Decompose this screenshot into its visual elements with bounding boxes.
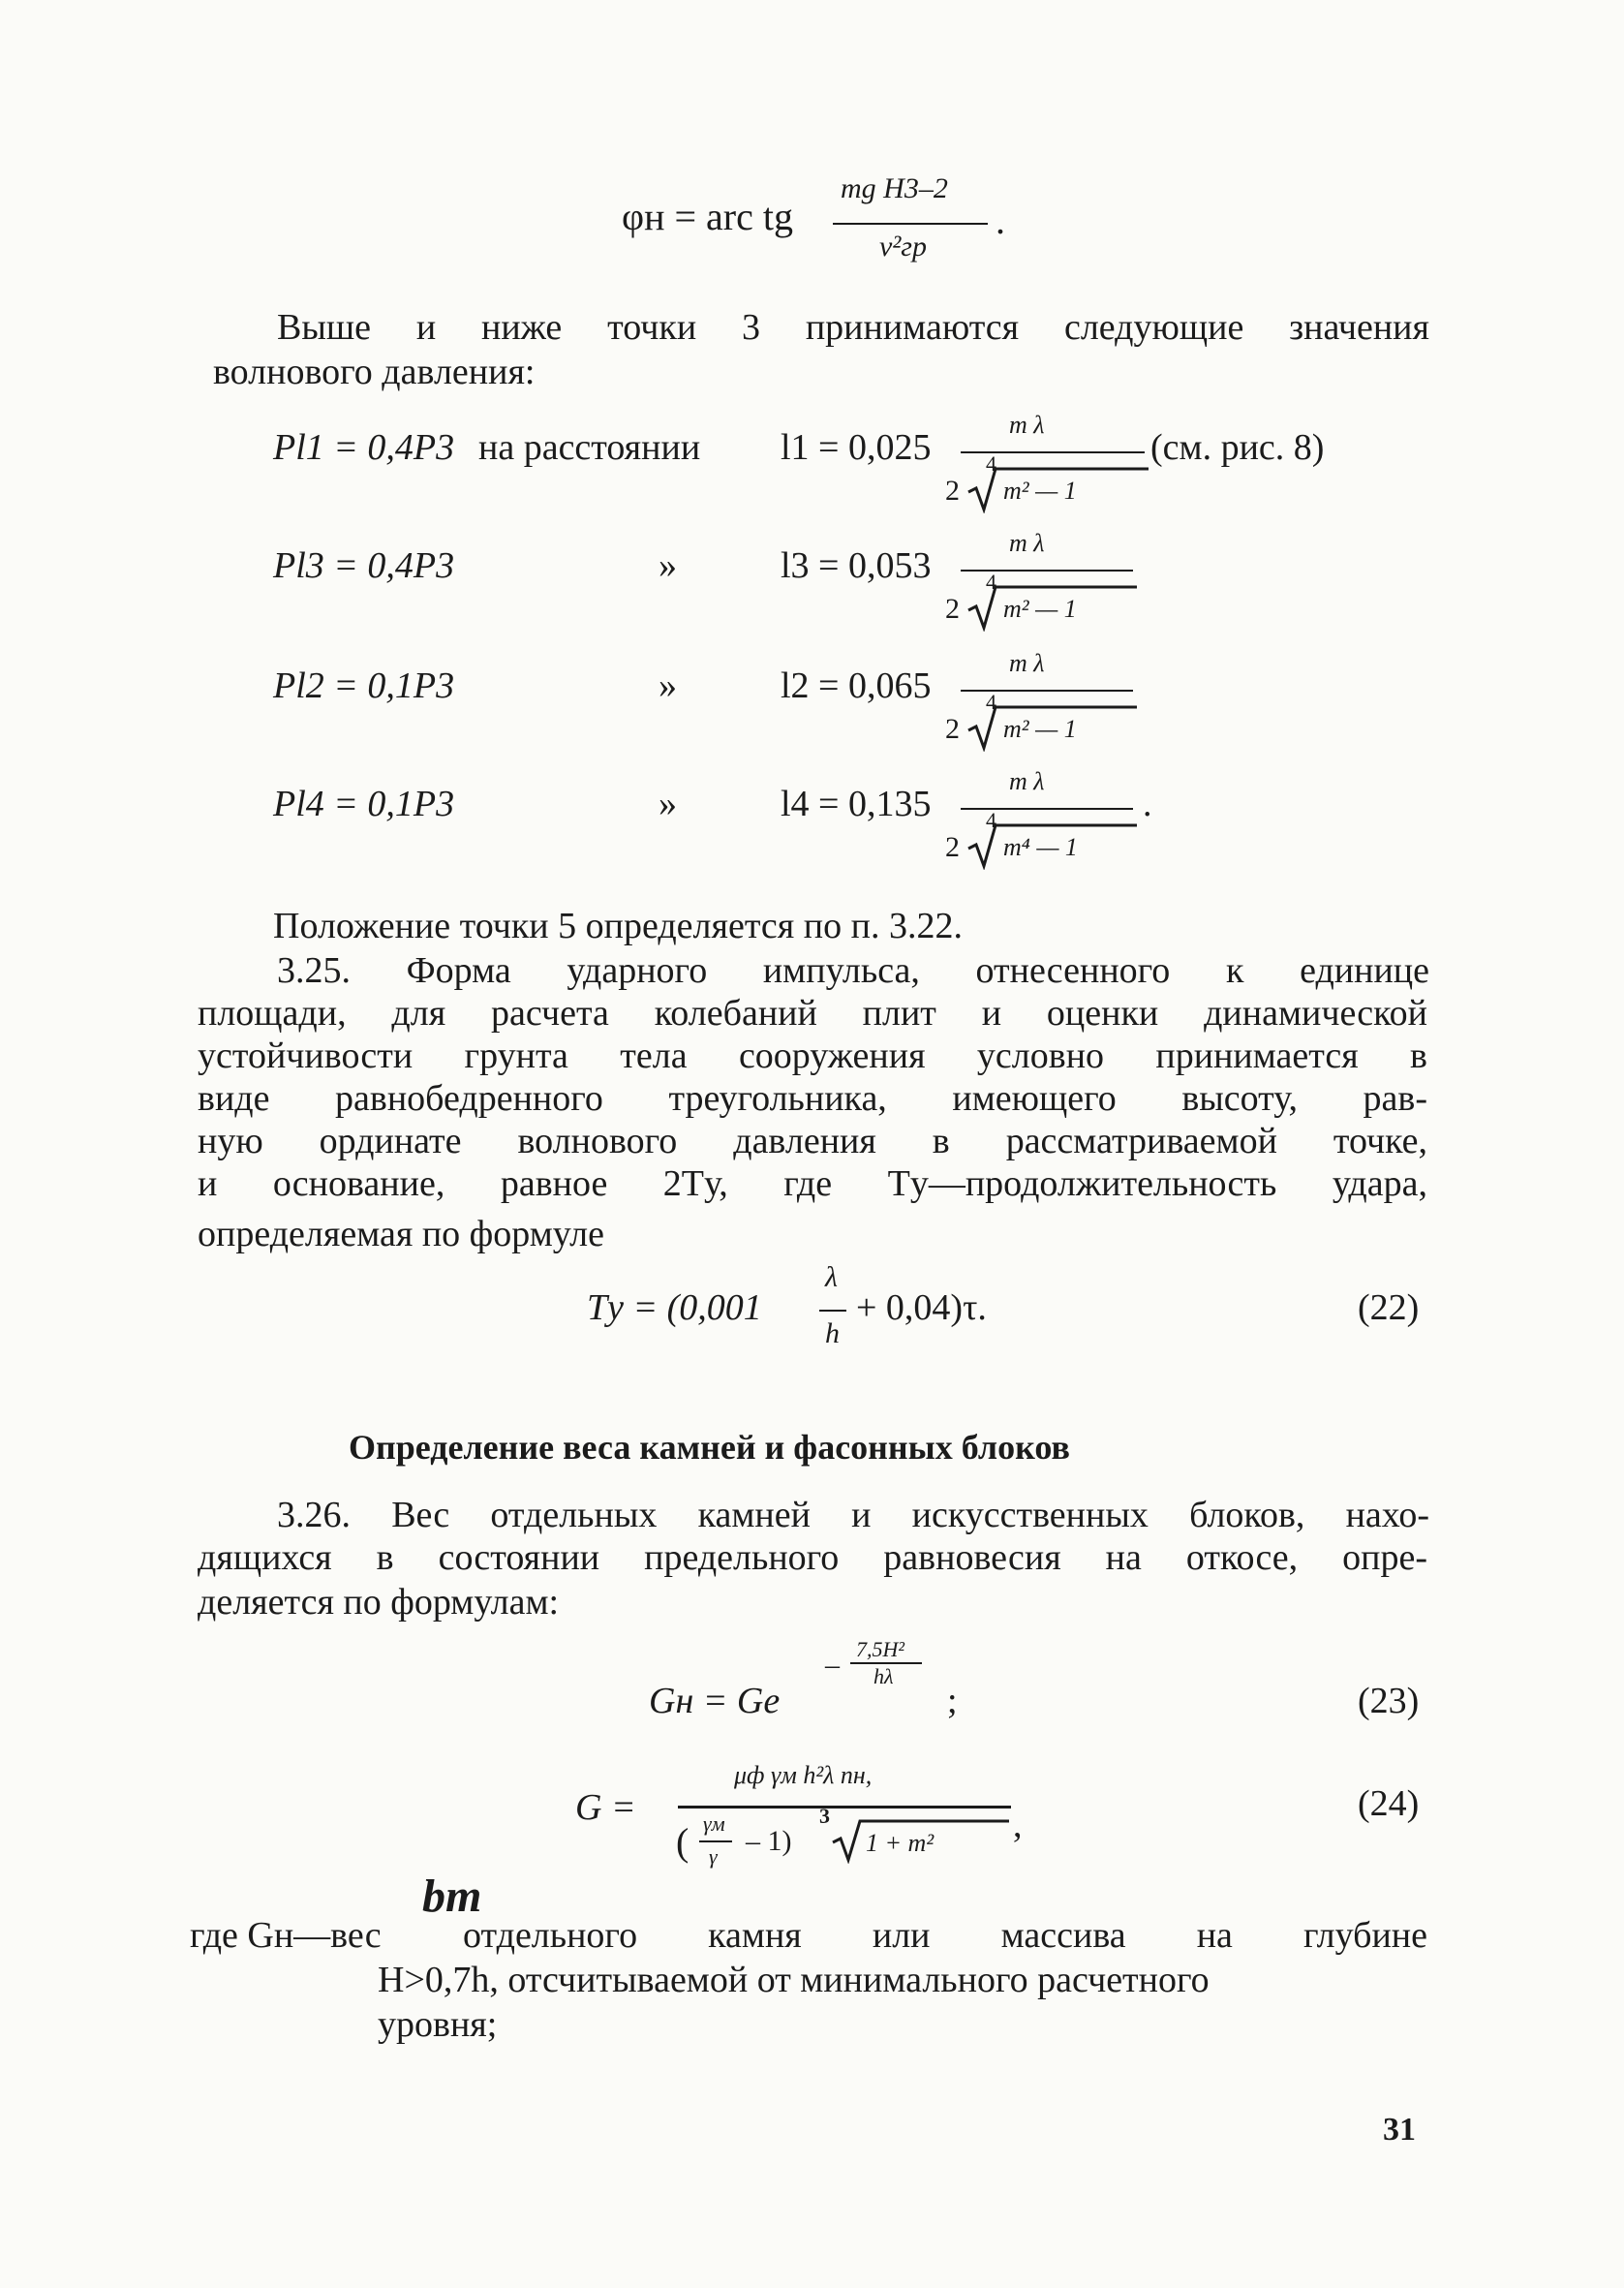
formula-22-number: (22) (1358, 1287, 1420, 1328)
pressure-row-2-l-expr: l3 = 0,053 (781, 545, 932, 586)
pressure-row-4-middle: » (659, 784, 677, 824)
section-heading: Определение веса камней и фасонных блоков (349, 1428, 1070, 1467)
para-325-line-7: определяемая по формуле (198, 1214, 604, 1254)
formula-24-lhs: G = (575, 1787, 636, 1828)
pressure-row-1-radicand: m² — 1 (1003, 477, 1077, 505)
pressure-row-4-root-index: 4 (986, 808, 996, 832)
formula-phi-lhs: φн = arc tg (622, 195, 793, 238)
pressure-row-2-root-index: 4 (986, 570, 996, 594)
para-326-line-3: деляется по формулам: (198, 1582, 560, 1623)
formula-24-tail: , (1013, 1805, 1023, 1845)
formula-23-exp-den: hλ (873, 1664, 894, 1688)
formula-22-rest: + 0,04)τ. (856, 1287, 987, 1328)
para-326-line-1: 3.26. Вес отдельных камней и искусственных блоков, нахо- (277, 1495, 1429, 1535)
pressure-row-3-middle: » (659, 665, 677, 706)
para-325-line-1: 3.25. Форма ударного импульса, отнесенного к единице (277, 950, 1429, 991)
formula-23-tail: ; (947, 1681, 958, 1721)
pressure-row-1-numerator: m λ (1009, 411, 1045, 439)
formula-24-den-power: 3 (819, 1804, 830, 1828)
formula-24-den-frac-num: γм (703, 1811, 725, 1836)
formula-24-den-minus: – 1) (746, 1825, 792, 1857)
pressure-row-4-lhs: Pl4 = 0,1P3 (273, 784, 455, 824)
where-line-3: уровня; (378, 2004, 498, 2045)
formula-23-exp-num: 7,5H² (856, 1637, 904, 1661)
pressure-row-3-lhs: Pl2 = 0,1P3 (273, 665, 455, 706)
para-325-line-2: площади, для расчета колебаний плит и оценки динамической (198, 993, 1427, 1034)
formula-24-den-frac-den: γ (709, 1844, 718, 1869)
pressure-row-2-den-coef: 2 (945, 593, 960, 625)
pressure-row-4-numerator: m λ (1009, 767, 1045, 795)
formula-24-den-open: ( (676, 1820, 689, 1864)
formula-23-number: (23) (1358, 1681, 1420, 1721)
formula-22-frac-den: h (825, 1317, 840, 1349)
para-326-line-2: дящихся в состоянии предельного равновесия на откосе, опре- (198, 1537, 1427, 1578)
formula-24-inner-fraction-bar (699, 1840, 732, 1842)
pressure-row-1-den-coef: 2 (945, 475, 960, 507)
para-325-line-3: устойчивости грунта тела сооружения условно принимается в (198, 1036, 1427, 1076)
where-lead: где Gн—вес (190, 1915, 382, 1956)
where-rest-1: отдельного камня или массива на глубине (463, 1915, 1427, 1956)
pressure-row-1-tail: (см. рис. 8) (1150, 427, 1325, 468)
formula-22-lhs: Tу = (0,001 (587, 1287, 762, 1328)
formula-phi-fraction-bar (833, 223, 988, 225)
pressure-row-3-den-coef: 2 (945, 713, 960, 745)
handwritten-note: bm (422, 1871, 482, 1922)
para-325-line-6: и основание, равное 2Tу, где Tу—продолжительность удара, (198, 1163, 1427, 1204)
pressure-row-1-lhs: Pl1 = 0,4P3 (273, 427, 455, 468)
pressure-row-3-numerator: m λ (1009, 649, 1045, 677)
pressure-row-2-lhs: Pl3 = 0,4P3 (273, 545, 455, 586)
pressure-row-1-middle: на расстоянии (478, 427, 701, 468)
formula-24-numerator: μф γм h²λ nн, (734, 1761, 873, 1789)
formula-phi-numerator: mg H3–2 (841, 172, 948, 204)
pressure-row-4-tail: . (1143, 784, 1152, 824)
pressure-row-2-numerator: m λ (1009, 529, 1045, 557)
formula-23-exp-sign: – (825, 1649, 840, 1681)
where-line-2: H>0,7h, отсчитываемой от минимального расчетного (378, 1960, 1210, 2000)
intro-line-2: волнового давления: (213, 352, 536, 392)
para-325-line-4: виде равнобедренного треугольника, имеющего высоту, рав- (198, 1078, 1427, 1119)
formula-24-radicand: 1 + m² (866, 1829, 935, 1857)
pressure-row-1-l-expr: l1 = 0,025 (781, 427, 932, 468)
formula-23-lhs: Gн = Ge (649, 1681, 781, 1721)
pressure-row-4-den-coef: 2 (945, 831, 960, 863)
point5-line: Положение точки 5 определяется по п. 3.22. (273, 906, 963, 946)
formula-22-frac-num: λ (825, 1261, 838, 1293)
formula-phi-denominator: v²гр (879, 231, 928, 263)
formula-22-fraction-bar (819, 1310, 846, 1312)
pressure-row-2-middle: » (659, 545, 677, 586)
pressure-row-3-radicand: m² — 1 (1003, 715, 1077, 743)
pressure-row-4-l-expr: l4 = 0,135 (781, 784, 932, 824)
pressure-row-3-root-index: 4 (986, 690, 996, 714)
pressure-row-2-radicand: m² — 1 (1003, 595, 1077, 623)
pressure-row-1-root-index: 4 (986, 451, 996, 476)
pressure-row-4-radicand: m⁴ — 1 (1003, 833, 1078, 861)
page-number: 31 (1383, 2112, 1416, 2148)
intro-line-1: Выше и ниже точки 3 принимаются следующие значения (277, 307, 1429, 348)
formula-phi-tail: . (996, 199, 1005, 242)
para-325-line-5: ную ординате волнового давления в рассматриваемой точке, (198, 1121, 1427, 1161)
formula-24-number: (24) (1358, 1783, 1420, 1824)
formula-24-fraction-bar (678, 1806, 1011, 1809)
pressure-row-3-l-expr: l2 = 0,065 (781, 665, 932, 706)
